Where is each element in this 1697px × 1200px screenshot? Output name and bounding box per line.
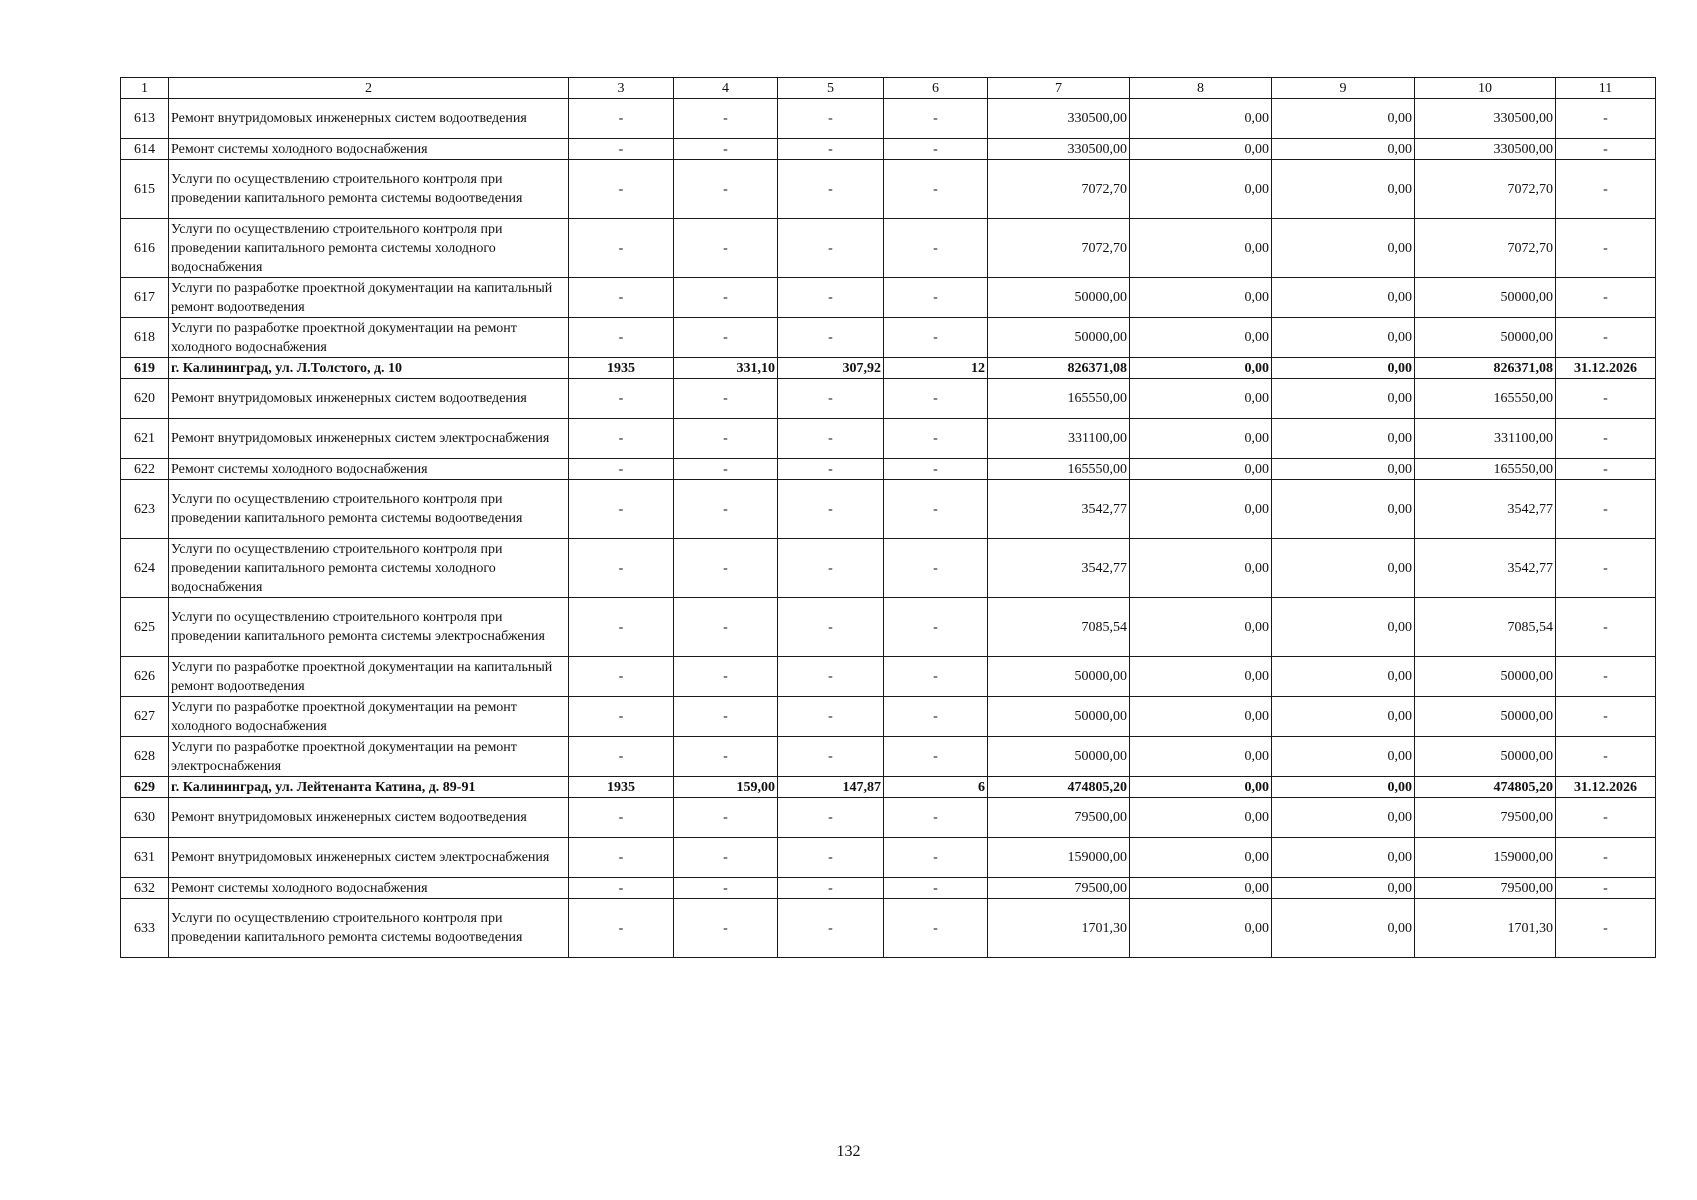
col-6-cell: - [884, 878, 988, 899]
col-4-cell: - [674, 838, 778, 878]
col-10-cell: 7085,54 [1415, 598, 1556, 657]
col-5-cell: - [778, 318, 884, 358]
col-6-cell: 6 [884, 777, 988, 798]
table-row [121, 657, 1656, 697]
col-4-cell: - [674, 219, 778, 278]
col-7-cell: 330500,00 [988, 139, 1130, 160]
col-6-cell: - [884, 798, 988, 838]
col-4-cell: - [674, 139, 778, 160]
col-7-cell: 50000,00 [988, 278, 1130, 318]
col-4-cell: - [674, 598, 778, 657]
page-number: 132 [836, 1143, 861, 1160]
col-10-cell: 826371,08 [1415, 358, 1556, 379]
col-8-cell: 0,00 [1130, 160, 1272, 219]
table-row [121, 777, 1656, 798]
work-name-cell: Услуги по разработке проектной документации на капитальный ремонт водоотведения [169, 278, 569, 318]
table-row [121, 539, 1656, 598]
row-number-cell: 623 [121, 480, 169, 539]
col-7-cell: 331100,00 [988, 419, 1130, 459]
col-3-cell: - [569, 139, 674, 160]
col-8-cell: 0,00 [1130, 777, 1272, 798]
table-row [121, 160, 1656, 219]
row-number-cell: 616 [121, 219, 169, 278]
row-number-cell: 630 [121, 798, 169, 838]
col-10-cell: 50000,00 [1415, 278, 1556, 318]
row-number-cell: 624 [121, 539, 169, 598]
table-row [121, 139, 1656, 160]
col-9-cell: 0,00 [1272, 798, 1415, 838]
col-6-cell: - [884, 278, 988, 318]
col-11-cell: - [1556, 459, 1656, 480]
col-5-cell: - [778, 99, 884, 139]
col-6-cell: - [884, 737, 988, 777]
col-4-cell: - [674, 278, 778, 318]
col-3-cell: - [569, 459, 674, 480]
col-11-cell: - [1556, 419, 1656, 459]
col-5-cell: 307,92 [778, 358, 884, 379]
col-8-cell: 0,00 [1130, 379, 1272, 419]
col-4-cell: - [674, 737, 778, 777]
col-8-cell: 0,00 [1130, 697, 1272, 737]
col-7-cell: 7072,70 [988, 160, 1130, 219]
table-row [121, 219, 1656, 278]
col-4-cell: - [674, 318, 778, 358]
col-8-cell: 0,00 [1130, 598, 1272, 657]
col-4-cell: - [674, 459, 778, 480]
col-9-cell: 0,00 [1272, 99, 1415, 139]
col-5-cell: - [778, 379, 884, 419]
col-10-cell: 3542,77 [1415, 480, 1556, 539]
col-6-cell: 12 [884, 358, 988, 379]
row-number-cell: 618 [121, 318, 169, 358]
col-10-cell: 474805,20 [1415, 777, 1556, 798]
col-4-cell: - [674, 899, 778, 958]
col-6-cell: - [884, 480, 988, 539]
col-3-cell: - [569, 318, 674, 358]
col-11-cell: - [1556, 139, 1656, 160]
table-row [121, 899, 1656, 958]
col-9-cell: 0,00 [1272, 777, 1415, 798]
table-row [121, 278, 1656, 318]
col-11-cell: - [1556, 480, 1656, 539]
col-3-cell: - [569, 219, 674, 278]
work-name-cell: Услуги по осуществлению строительного контроля при проведении капитального ремонта системы электроснабжения [169, 598, 569, 657]
col-4-cell: - [674, 99, 778, 139]
col-8-cell: 0,00 [1130, 219, 1272, 278]
col-3-cell: - [569, 798, 674, 838]
col-6-cell: - [884, 657, 988, 697]
col-10-cell: 50000,00 [1415, 737, 1556, 777]
row-number-cell: 632 [121, 878, 169, 899]
col-5-cell: - [778, 419, 884, 459]
work-name-cell: Ремонт системы холодного водоснабжения [169, 459, 569, 480]
column-number: 10 [1415, 78, 1556, 99]
col-3-cell: - [569, 657, 674, 697]
col-3-cell: - [569, 598, 674, 657]
col-10-cell: 330500,00 [1415, 99, 1556, 139]
col-5-cell: - [778, 219, 884, 278]
col-7-cell: 330500,00 [988, 99, 1130, 139]
col-3-cell: - [569, 278, 674, 318]
col-7-cell: 826371,08 [988, 358, 1130, 379]
col-10-cell: 165550,00 [1415, 379, 1556, 419]
col-6-cell: - [884, 539, 988, 598]
col-3-cell: - [569, 379, 674, 419]
col-4-cell: - [674, 878, 778, 899]
work-name-cell: Услуги по осуществлению строительного контроля при проведении капитального ремонта системы водоотведения [169, 899, 569, 958]
col-6-cell: - [884, 160, 988, 219]
col-9-cell: 0,00 [1272, 358, 1415, 379]
col-9-cell: 0,00 [1272, 838, 1415, 878]
col-8-cell: 0,00 [1130, 318, 1272, 358]
table-row [121, 459, 1656, 480]
col-4-cell: - [674, 480, 778, 539]
col-6-cell: - [884, 219, 988, 278]
col-8-cell: 0,00 [1130, 798, 1272, 838]
col-8-cell: 0,00 [1130, 278, 1272, 318]
table-row [121, 798, 1656, 838]
column-number: 9 [1272, 78, 1415, 99]
table-row [121, 419, 1656, 459]
column-number: 1 [121, 78, 169, 99]
work-name-cell: Ремонт системы холодного водоснабжения [169, 878, 569, 899]
col-8-cell: 0,00 [1130, 358, 1272, 379]
col-10-cell: 79500,00 [1415, 878, 1556, 899]
col-3-cell: - [569, 878, 674, 899]
row-number-cell: 613 [121, 99, 169, 139]
col-7-cell: 165550,00 [988, 459, 1130, 480]
column-number: 5 [778, 78, 884, 99]
col-11-cell: - [1556, 878, 1656, 899]
col-11-cell: - [1556, 318, 1656, 358]
col-6-cell: - [884, 459, 988, 480]
col-4-cell: 159,00 [674, 777, 778, 798]
col-5-cell: - [778, 278, 884, 318]
row-number-cell: 621 [121, 419, 169, 459]
work-name-cell: Услуги по разработке проектной документации на капитальный ремонт водоотведения [169, 657, 569, 697]
col-8-cell: 0,00 [1130, 878, 1272, 899]
col-5-cell: - [778, 598, 884, 657]
work-name-cell: Ремонт внутридомовых инженерных систем электроснабжения [169, 838, 569, 878]
col-9-cell: 0,00 [1272, 899, 1415, 958]
col-4-cell: - [674, 419, 778, 459]
table-row [121, 697, 1656, 737]
col-9-cell: 0,00 [1272, 539, 1415, 598]
col-7-cell: 159000,00 [988, 838, 1130, 878]
col-11-cell: - [1556, 899, 1656, 958]
col-5-cell: - [778, 697, 884, 737]
work-name-cell: г. Калининград, ул. Л.Толстого, д. 10 [169, 358, 569, 379]
col-6-cell: - [884, 697, 988, 737]
col-11-cell: - [1556, 160, 1656, 219]
col-4-cell: - [674, 657, 778, 697]
col-4-cell: - [674, 539, 778, 598]
col-3-cell: - [569, 539, 674, 598]
table-row [121, 318, 1656, 358]
col-6-cell: - [884, 139, 988, 160]
col-9-cell: 0,00 [1272, 318, 1415, 358]
work-name-cell: Ремонт внутридомовых инженерных систем водоотведения [169, 798, 569, 838]
col-7-cell: 50000,00 [988, 657, 1130, 697]
column-number: 3 [569, 78, 674, 99]
col-9-cell: 0,00 [1272, 459, 1415, 480]
row-number-cell: 614 [121, 139, 169, 160]
col-9-cell: 0,00 [1272, 598, 1415, 657]
col-10-cell: 79500,00 [1415, 798, 1556, 838]
col-9-cell: 0,00 [1272, 419, 1415, 459]
row-number-cell: 622 [121, 459, 169, 480]
col-9-cell: 0,00 [1272, 278, 1415, 318]
col-9-cell: 0,00 [1272, 139, 1415, 160]
table-row [121, 99, 1656, 139]
col-7-cell: 79500,00 [988, 878, 1130, 899]
col-3-cell: - [569, 419, 674, 459]
column-number-row [121, 78, 1656, 99]
col-3-cell: - [569, 160, 674, 219]
col-10-cell: 50000,00 [1415, 318, 1556, 358]
col-10-cell: 331100,00 [1415, 419, 1556, 459]
col-8-cell: 0,00 [1130, 899, 1272, 958]
col-10-cell: 50000,00 [1415, 697, 1556, 737]
col-11-cell: - [1556, 737, 1656, 777]
work-name-cell: Услуги по разработке проектной документации на ремонт холодного водоснабжения [169, 318, 569, 358]
col-8-cell: 0,00 [1130, 838, 1272, 878]
table-row [121, 480, 1656, 539]
col-7-cell: 3542,77 [988, 480, 1130, 539]
col-7-cell: 50000,00 [988, 697, 1130, 737]
col-6-cell: - [884, 318, 988, 358]
row-number-cell: 620 [121, 379, 169, 419]
col-8-cell: 0,00 [1130, 139, 1272, 160]
col-5-cell: - [778, 657, 884, 697]
row-number-cell: 625 [121, 598, 169, 657]
col-5-cell: - [778, 798, 884, 838]
works-table [120, 77, 1656, 958]
col-10-cell: 165550,00 [1415, 459, 1556, 480]
column-number: 2 [169, 78, 569, 99]
col-6-cell: - [884, 379, 988, 419]
col-8-cell: 0,00 [1130, 459, 1272, 480]
col-11-cell: - [1556, 99, 1656, 139]
col-8-cell: 0,00 [1130, 419, 1272, 459]
col-10-cell: 7072,70 [1415, 160, 1556, 219]
col-11-cell: 31.12.2026 [1556, 777, 1656, 798]
col-10-cell: 50000,00 [1415, 657, 1556, 697]
col-3-cell: 1935 [569, 777, 674, 798]
work-name-cell: Ремонт внутридомовых инженерных систем водоотведения [169, 99, 569, 139]
col-9-cell: 0,00 [1272, 657, 1415, 697]
row-number-cell: 631 [121, 838, 169, 878]
column-number: 11 [1556, 78, 1656, 99]
row-number-cell: 626 [121, 657, 169, 697]
col-6-cell: - [884, 899, 988, 958]
col-8-cell: 0,00 [1130, 99, 1272, 139]
col-4-cell: - [674, 379, 778, 419]
col-7-cell: 50000,00 [988, 737, 1130, 777]
col-11-cell: - [1556, 598, 1656, 657]
col-11-cell: - [1556, 697, 1656, 737]
col-7-cell: 7085,54 [988, 598, 1130, 657]
column-number: 7 [988, 78, 1130, 99]
column-number: 8 [1130, 78, 1272, 99]
col-11-cell: - [1556, 278, 1656, 318]
col-9-cell: 0,00 [1272, 160, 1415, 219]
work-name-cell: Услуги по осуществлению строительного контроля при проведении капитального ремонта системы холодного водоснабжения [169, 219, 569, 278]
col-3-cell: 1935 [569, 358, 674, 379]
column-number: 6 [884, 78, 988, 99]
col-5-cell: 147,87 [778, 777, 884, 798]
work-name-cell: Ремонт внутридомовых инженерных систем электроснабжения [169, 419, 569, 459]
col-11-cell: - [1556, 798, 1656, 838]
col-10-cell: 159000,00 [1415, 838, 1556, 878]
col-9-cell: 0,00 [1272, 697, 1415, 737]
col-3-cell: - [569, 480, 674, 539]
row-number-cell: 629 [121, 777, 169, 798]
table-row [121, 737, 1656, 777]
work-name-cell: Услуги по осуществлению строительного контроля при проведении капитального ремонта системы водоотведения [169, 160, 569, 219]
col-9-cell: 0,00 [1272, 480, 1415, 539]
col-11-cell: - [1556, 838, 1656, 878]
col-5-cell: - [778, 737, 884, 777]
table-row [121, 598, 1656, 657]
col-5-cell: - [778, 838, 884, 878]
work-name-cell: г. Калининград, ул. Лейтенанта Катина, д. 89-91 [169, 777, 569, 798]
row-number-cell: 627 [121, 697, 169, 737]
col-11-cell: - [1556, 539, 1656, 598]
row-number-cell: 628 [121, 737, 169, 777]
col-7-cell: 50000,00 [988, 318, 1130, 358]
col-4-cell: - [674, 160, 778, 219]
col-9-cell: 0,00 [1272, 219, 1415, 278]
table-row [121, 838, 1656, 878]
col-10-cell: 7072,70 [1415, 219, 1556, 278]
col-11-cell: - [1556, 219, 1656, 278]
col-7-cell: 165550,00 [988, 379, 1130, 419]
column-number: 4 [674, 78, 778, 99]
col-6-cell: - [884, 838, 988, 878]
col-5-cell: - [778, 480, 884, 539]
col-10-cell: 3542,77 [1415, 539, 1556, 598]
col-8-cell: 0,00 [1130, 657, 1272, 697]
col-7-cell: 7072,70 [988, 219, 1130, 278]
col-5-cell: - [778, 539, 884, 598]
row-number-cell: 619 [121, 358, 169, 379]
work-name-cell: Услуги по осуществлению строительного контроля при проведении капитального ремонта системы водоотведения [169, 480, 569, 539]
col-3-cell: - [569, 899, 674, 958]
col-11-cell: 31.12.2026 [1556, 358, 1656, 379]
table-row [121, 878, 1656, 899]
col-8-cell: 0,00 [1130, 737, 1272, 777]
table-row [121, 379, 1656, 419]
row-number-cell: 617 [121, 278, 169, 318]
col-4-cell: 331,10 [674, 358, 778, 379]
col-11-cell: - [1556, 379, 1656, 419]
table-row [121, 358, 1656, 379]
col-7-cell: 474805,20 [988, 777, 1130, 798]
col-7-cell: 79500,00 [988, 798, 1130, 838]
row-number-cell: 615 [121, 160, 169, 219]
work-name-cell: Услуги по разработке проектной документации на ремонт холодного водоснабжения [169, 697, 569, 737]
col-6-cell: - [884, 99, 988, 139]
col-9-cell: 0,00 [1272, 878, 1415, 899]
col-10-cell: 1701,30 [1415, 899, 1556, 958]
col-5-cell: - [778, 878, 884, 899]
col-6-cell: - [884, 419, 988, 459]
work-name-cell: Услуги по разработке проектной документации на ремонт электроснабжения [169, 737, 569, 777]
col-3-cell: - [569, 838, 674, 878]
col-5-cell: - [778, 459, 884, 480]
col-8-cell: 0,00 [1130, 539, 1272, 598]
col-11-cell: - [1556, 657, 1656, 697]
col-3-cell: - [569, 99, 674, 139]
row-number-cell: 633 [121, 899, 169, 958]
col-4-cell: - [674, 697, 778, 737]
col-3-cell: - [569, 697, 674, 737]
col-6-cell: - [884, 598, 988, 657]
col-4-cell: - [674, 798, 778, 838]
col-3-cell: - [569, 737, 674, 777]
col-5-cell: - [778, 899, 884, 958]
col-5-cell: - [778, 160, 884, 219]
col-7-cell: 1701,30 [988, 899, 1130, 958]
col-7-cell: 3542,77 [988, 539, 1130, 598]
col-8-cell: 0,00 [1130, 480, 1272, 539]
col-9-cell: 0,00 [1272, 737, 1415, 777]
work-name-cell: Ремонт системы холодного водоснабжения [169, 139, 569, 160]
work-name-cell: Услуги по осуществлению строительного контроля при проведении капитального ремонта системы холодного водоснабжения [169, 539, 569, 598]
col-9-cell: 0,00 [1272, 379, 1415, 419]
work-name-cell: Ремонт внутридомовых инженерных систем водоотведения [169, 379, 569, 419]
col-10-cell: 330500,00 [1415, 139, 1556, 160]
col-5-cell: - [778, 139, 884, 160]
